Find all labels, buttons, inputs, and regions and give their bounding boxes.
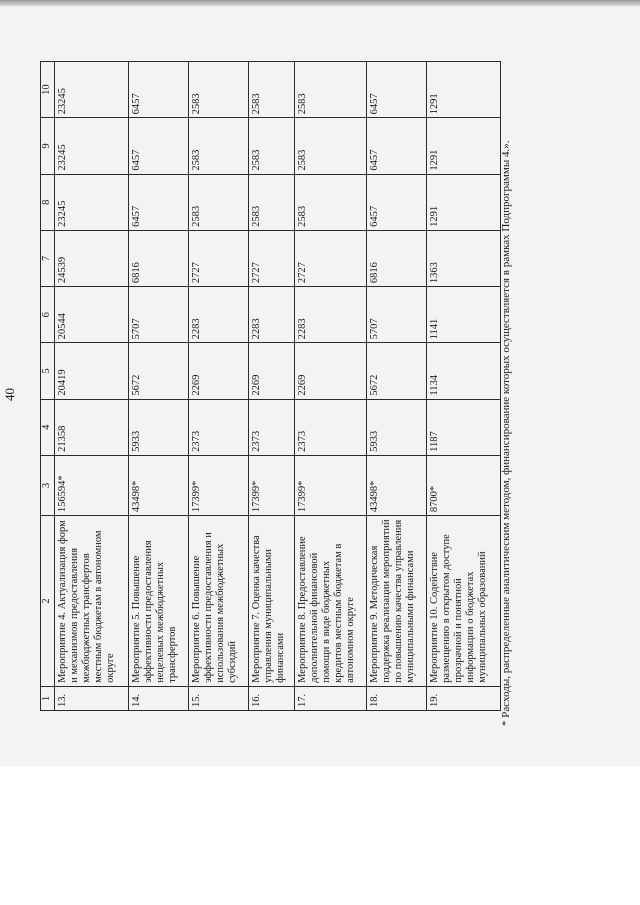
value-cell: 2583	[295, 174, 367, 230]
value-cell: 5672	[129, 343, 189, 399]
row-number: 15.	[189, 686, 249, 710]
table-row	[295, 62, 367, 711]
value-cell: 6816	[129, 230, 189, 286]
column-number: 5	[41, 343, 55, 399]
value-cell: 2269	[249, 343, 295, 399]
page-number: 40	[2, 388, 17, 401]
value-cell: 8700*	[427, 455, 501, 515]
row-number: 14.	[129, 686, 189, 710]
value-cell: 2283	[295, 287, 367, 343]
value-cell: 43498*	[129, 455, 189, 515]
value-cell: 1187	[427, 399, 501, 455]
value-cell: 5707	[367, 287, 427, 343]
value-cell: 6457	[367, 62, 427, 118]
value-cell: 17399*	[295, 455, 367, 515]
table-row	[55, 62, 129, 711]
table-row	[129, 62, 189, 711]
column-number: 9	[41, 118, 55, 174]
value-cell: 2583	[295, 118, 367, 174]
value-cell: 2583	[189, 118, 249, 174]
budget-table	[40, 61, 501, 711]
value-cell: 2269	[295, 343, 367, 399]
value-cell: 17399*	[249, 455, 295, 515]
activity-name: Мероприятие 6. Повышение эффективности предоставления и использования межбюджетных субсидий	[189, 516, 249, 687]
column-number: 7	[41, 230, 55, 286]
value-cell: 43498*	[367, 455, 427, 515]
value-cell: 2583	[249, 174, 295, 230]
value-cell: 6457	[129, 62, 189, 118]
value-cell: 2727	[295, 230, 367, 286]
value-cell: 2583	[295, 62, 367, 118]
value-cell: 156594*	[55, 455, 129, 515]
value-cell: 20419	[55, 343, 129, 399]
column-number: 4	[41, 399, 55, 455]
table-row	[189, 62, 249, 711]
value-cell: 6457	[367, 174, 427, 230]
table-row	[367, 62, 427, 711]
row-number: 18.	[367, 686, 427, 710]
value-cell: 23245	[55, 62, 129, 118]
value-cell: 6816	[367, 230, 427, 286]
value-cell: 1291	[427, 118, 501, 174]
column-number: 1	[41, 686, 55, 710]
value-cell: 2583	[189, 62, 249, 118]
value-cell: 6457	[129, 174, 189, 230]
blank-area	[0, 766, 640, 905]
value-cell: 2283	[249, 287, 295, 343]
value-cell: 5933	[367, 399, 427, 455]
value-cell: 2373	[295, 399, 367, 455]
rotated-content	[0, 46, 520, 746]
activity-name: Мероприятие 5. Повышение эффективности предоставления нецелевых межбюджетных трансфертов	[129, 516, 189, 687]
value-cell: 2373	[249, 399, 295, 455]
column-number: 3	[41, 455, 55, 515]
activity-name: Мероприятие 8. Предоставление дополнительной финансовой помощи в виде бюджетных кредитов местным бюджетам в автономном округе	[295, 516, 367, 687]
value-cell: 17399*	[189, 455, 249, 515]
value-cell: 21358	[55, 399, 129, 455]
activity-name: Мероприятие 4. Актуализация форм и механизмов предоставления межбюджетных трансфертов местным бюджетам в автономном округе	[55, 516, 129, 687]
value-cell: 2583	[249, 118, 295, 174]
table-row	[427, 62, 501, 711]
column-number: 8	[41, 174, 55, 230]
table-row	[249, 62, 295, 711]
value-cell: 5707	[129, 287, 189, 343]
row-number: 13.	[55, 686, 129, 710]
value-cell: 6457	[129, 118, 189, 174]
value-cell: 6457	[367, 118, 427, 174]
value-cell: 1363	[427, 230, 501, 286]
column-number-row	[41, 62, 55, 711]
value-cell: 2583	[249, 62, 295, 118]
value-cell: 23245	[55, 174, 129, 230]
value-cell: 5933	[129, 399, 189, 455]
value-cell: 2727	[249, 230, 295, 286]
column-number: 10	[41, 62, 55, 118]
value-cell: 20544	[55, 287, 129, 343]
row-number: 16.	[249, 686, 295, 710]
column-number: 6	[41, 287, 55, 343]
value-cell: 2269	[189, 343, 249, 399]
value-cell: 2727	[189, 230, 249, 286]
row-number: 19.	[427, 686, 501, 710]
footnote: * Расходы, распределенные аналитическим методом, финансирование которых осуществляется в рамках Подпрограммы 4.».	[500, 140, 512, 726]
activity-name: Мероприятие 7. Оценка качества управления муниципальными финансами	[249, 516, 295, 687]
value-cell: 23245	[55, 118, 129, 174]
value-cell: 5672	[367, 343, 427, 399]
value-cell: 2283	[189, 287, 249, 343]
value-cell: 2583	[189, 174, 249, 230]
row-number: 17.	[295, 686, 367, 710]
value-cell: 1141	[427, 287, 501, 343]
value-cell: 2373	[189, 399, 249, 455]
value-cell: 1291	[427, 174, 501, 230]
column-number: 2	[41, 516, 55, 687]
value-cell: 1291	[427, 62, 501, 118]
value-cell: 24539	[55, 230, 129, 286]
document-page	[0, 6, 640, 766]
value-cell: 1134	[427, 343, 501, 399]
activity-name: Мероприятие 9. Методическая поддержка реализации мероприятий по повышению качества управления муниципальными финансами	[367, 516, 427, 687]
activity-name: Мероприятие 10. Содействие размещению в открытом доступе прозрачной и понятной информации о бюджетах муниципальных образований	[427, 516, 501, 687]
